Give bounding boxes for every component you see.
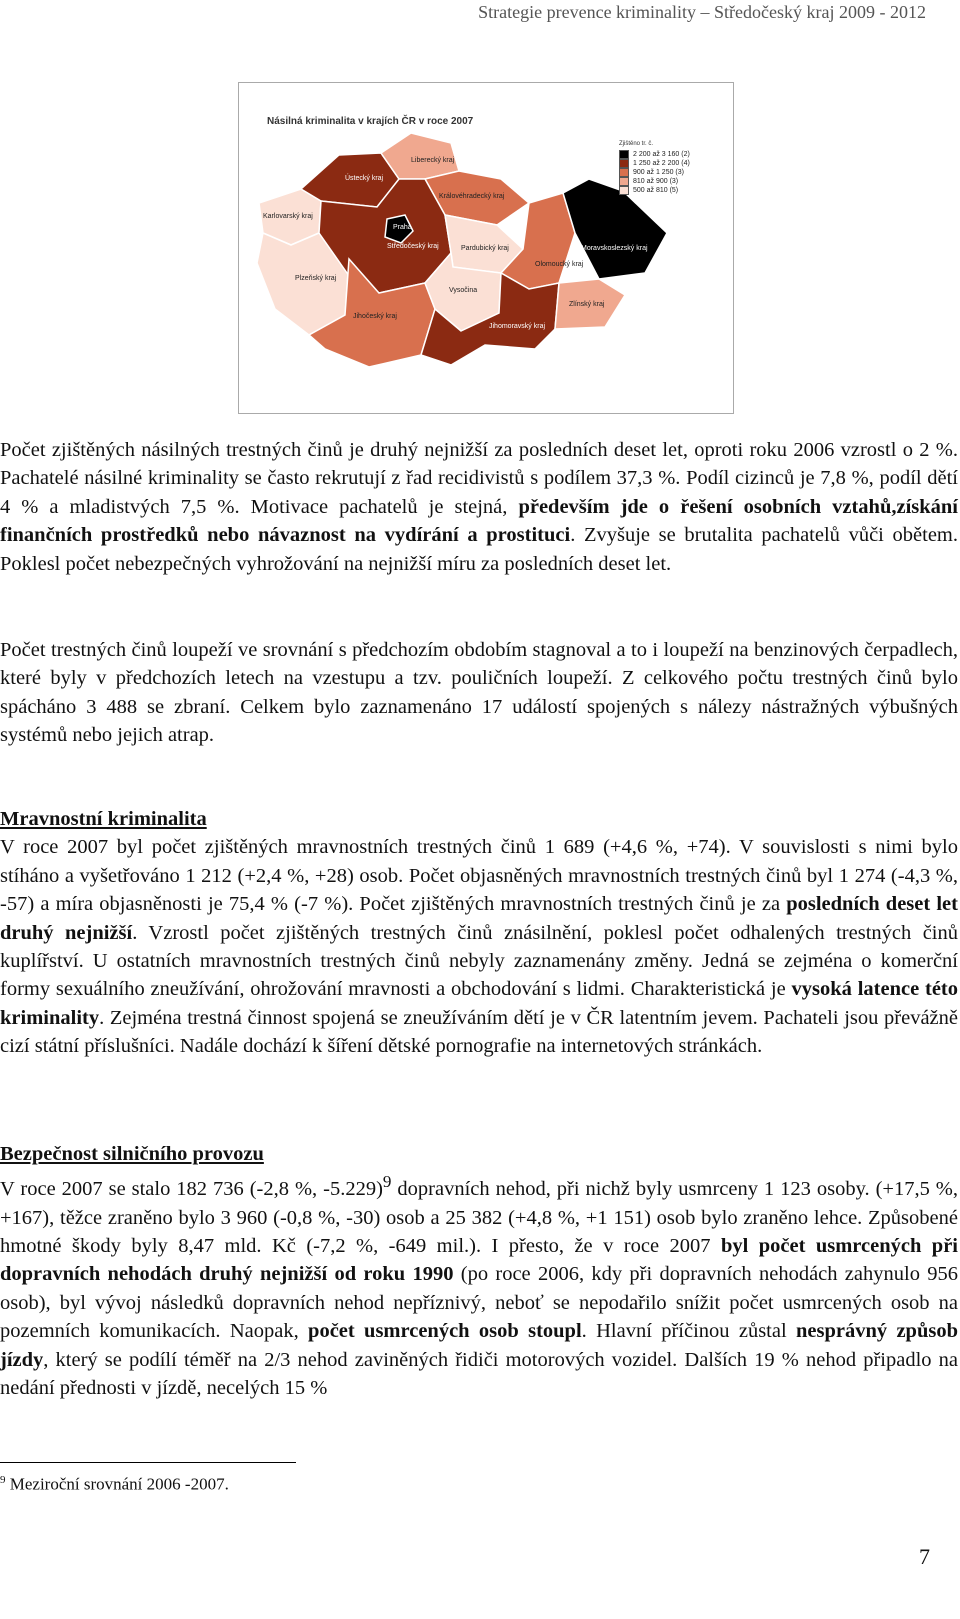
legend-swatch <box>619 168 629 177</box>
map-legend <box>619 141 690 195</box>
footnote-reference: 9 <box>382 1172 392 1192</box>
legend-swatch <box>619 150 629 159</box>
bold-text: posledních deset let druhý nejnižší <box>0 893 958 944</box>
running-header: Strategie prevence kriminality – Středočeský kraj 2009 - 2012 <box>478 2 926 22</box>
label-moravskoslezsky: Moravskoslezský kraj <box>581 245 648 252</box>
label-zlinsky: Zlínský kraj <box>569 301 605 308</box>
label-ustecky: Ústecký kraj <box>345 175 384 182</box>
legend-item <box>619 159 690 168</box>
text-run: . Hlavní příčinou zůstal <box>581 1320 796 1343</box>
label-liberecky: Liberecký kraj <box>411 157 455 164</box>
legend-item <box>619 150 690 159</box>
legend-item <box>619 186 690 195</box>
section-moral-crime <box>0 805 958 1061</box>
footnote <box>0 1474 229 1495</box>
label-plzensky: Plzeňský kraj <box>295 275 337 282</box>
bold-text: nesprávný způsob jízdy <box>0 1320 958 1371</box>
paragraph-violent-crime <box>0 436 958 578</box>
footnote-text: Meziroční srovnání 2006 -2007. <box>5 1474 229 1494</box>
label-stredocesky: Středočeský kraj <box>387 243 439 250</box>
label-karlovarsky: Karlovarský kraj <box>263 213 313 220</box>
bold-text: byl počet usmrcených při dopravních nehodách druhý nejnižší od roku 1990 <box>0 1235 958 1286</box>
text-run: Počet zjištěných násilných trestných činů je druhý nejnižší za posledních deset let, oproti roku 2006 vzrostl o 2 %. Pachatelé násilné kriminality se často rekrutují z řad recidivistů s podílem 37,3 %. Podíl cizinců je 7,8 %, podíl dětí 4 % a mladistvých 7,5 %. Motivace pachatelů je stejná, <box>0 439 958 518</box>
text-run: (po roce 2006, kdy při dopravních nehodách zahynulo 956 osob), byl vývoj následků dopravních nehod nepříznivý, neboť se nepodařilo snížit počet usmrcených osob na pozemních komunikacích. Naopak, <box>0 1263 958 1343</box>
legend-label: 500 až 810 (5) <box>633 187 679 194</box>
label-vysocina: Vysočina <box>449 287 478 294</box>
legend-label: 2 200 až 3 160 (2) <box>633 151 690 158</box>
label-olomoucky: Olomoucký kraj <box>535 261 584 268</box>
bold-text: vysoká latence této kriminality <box>0 978 958 1029</box>
text-run: Počet trestných činů loupeží ve srovnání s předchozím obdobím stagnoval a to i loupeží na benzinových čerpadlech, které byly v předchozích letech na vzestupu a tzv. pouličních loupeží. Z celkového počtu trestných činů bylo spácháno 3 488 se zbraní. Celkem bylo zaznamenáno 17 událostí spojených s nálezy nástražných výbušných systémů nebo jejich atrap. <box>0 639 958 747</box>
footnote-number: 9 <box>0 1474 6 1486</box>
text-run: V roce 2007 se stalo 182 736 (-2,8 %, -5.229) <box>0 1178 383 1201</box>
map-title: Násilná kriminalita v krajích ČR v roce 2007 <box>267 116 474 127</box>
label-kralovehradecky: Královéhradecký kraj <box>439 193 505 200</box>
legend-swatch <box>619 186 629 195</box>
legend-label: 900 až 1 250 (3) <box>633 169 684 176</box>
label-jihomoravsky: Jihomoravský kraj <box>489 323 546 330</box>
text-run: . Zejména trestná činnost spojená se zneužíváním dětí je v ČR latentním jevem. Pachateli jsou převážně cizí státní příslušníci. Nadále dochází k šíření dětské pornografie na internetových stránkách. <box>0 1006 958 1058</box>
page-number: 7 <box>919 1544 930 1569</box>
legend-swatch <box>619 159 629 168</box>
bold-text: především jde o řešení osobních vztahů,získání finančních prostředků nebo návaznost na vydírání a prostituci <box>0 495 958 547</box>
section-road-safety <box>0 1140 958 1402</box>
footnote-separator <box>0 1462 296 1463</box>
label-praha: Praha <box>393 224 412 231</box>
legend-item <box>619 177 690 186</box>
legend-swatch <box>619 177 629 186</box>
crime-map-figure <box>238 82 734 414</box>
text-run: . Vzrostl počet zjištěných trestných činů znásilnění, poklesl počet odhalených trestných činů kuplířství. U ostatních mravnostních trestných činů nebyly zaznamenány změny. Jedná se zejména o komerční formy sexuálního zneužívání, ohrožování mravnosti a obchodování s lidmi. Charakteristická je <box>0 921 958 1001</box>
label-pardubicky: Pardubický kraj <box>461 245 509 252</box>
legend-title: Zjištěno tr. č. <box>619 141 654 147</box>
bold-text: počet usmrcených osob stoupl <box>308 1320 582 1343</box>
text-run: V roce 2007 byl počet zjištěných mravnostních trestných činů 1 689 (+4,6 %, +74). V souvislosti s nimi bylo stíháno a vyšetřováno 1 212 (+2,4 %, +28) osob. Počet objasněných mravnostních trestných činů byl 1 274 (-4,3 %, -57) a míra objasněnosti je 75,4 % (-7 %). Počet zjištěných mravnostních trestných činů je za <box>0 836 958 916</box>
label-jihocesky: Jihočeský kraj <box>353 313 397 320</box>
text-run: . Zvyšuje se brutalita pachatelů vůči obětem. Poklesl počet nebezpečných vyhrožování na nejnižší míru za posledních deset let. <box>0 524 958 575</box>
paragraph-robberies <box>0 636 958 750</box>
legend-item <box>619 168 690 177</box>
legend-label: 1 250 až 2 200 (4) <box>633 160 690 167</box>
section-heading: Mravnostní kriminalita <box>0 808 207 830</box>
section-heading: Bezpečnost silničního provozu <box>0 1143 264 1165</box>
text-run: dopravních nehod, při nichž byly usmrceny 1 123 osoby. (+17,5 %, +167), těžce zraněno bylo 3 960 (-0,8 %, -30) osob a 25 382 (+4,8 %, +1 151) osob bylo zraněno lehce. Způsobené hmotné škody byly 8,47 mld. Kč (-7,2 %, -649 mil.). I přesto, že v roce 2007 <box>0 1178 958 1258</box>
text-run: , který se podílí téměř na 2/3 nehod zaviněných řidiči motorových vozidel. Dalších 19 % nehod připadlo na nedání přednosti v jízdě, necelých 15 % <box>0 1348 958 1400</box>
legend-label: 810 až 900 (3) <box>633 178 679 185</box>
